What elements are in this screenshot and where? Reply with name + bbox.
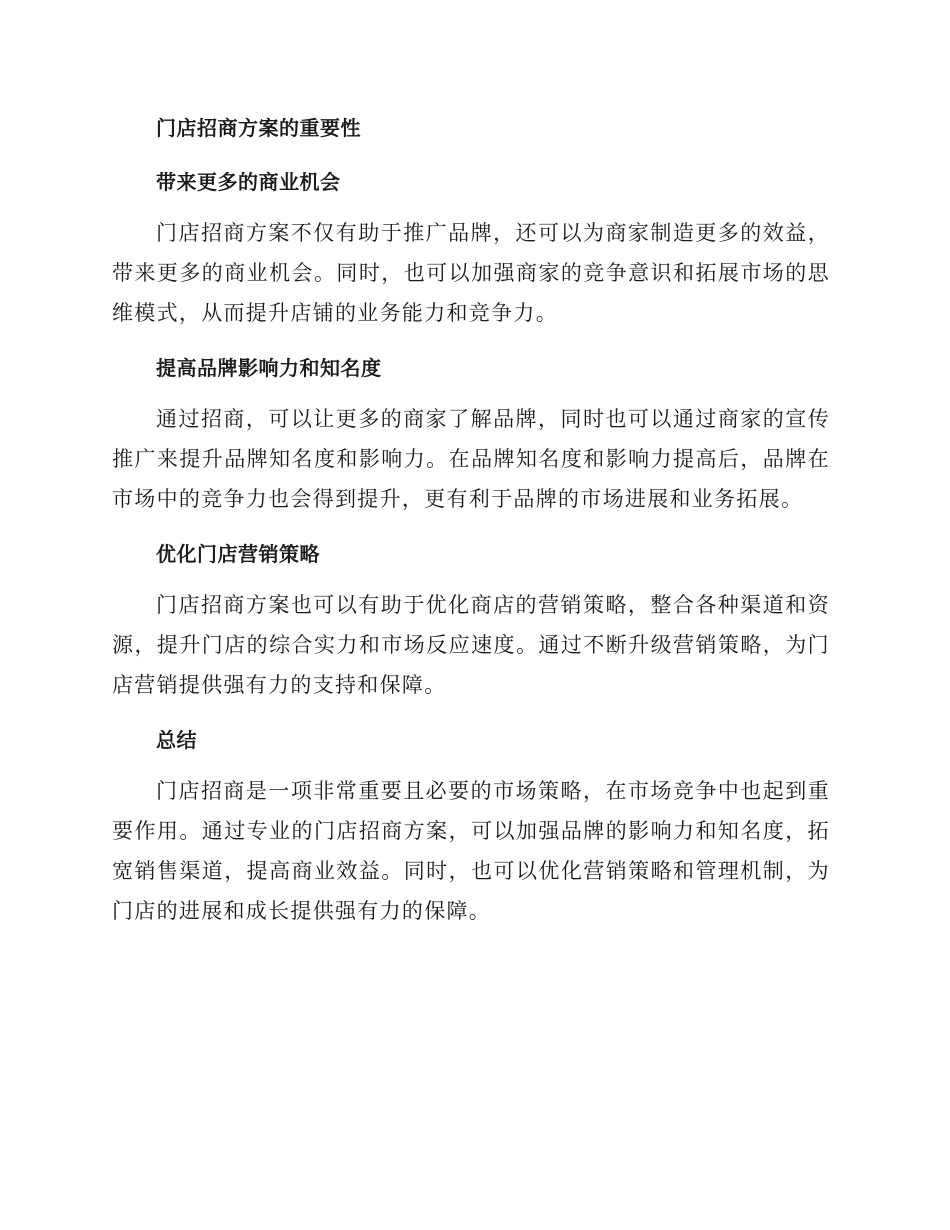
section-heading-brand-influence: 提高品牌影响力和知名度 [156, 356, 382, 380]
section-body-brand-influence: 通过招商，可以让更多的商家了解品牌，同时也可以通过商家的宣传推广来提升品牌知名度和影响力。在品牌知名度和影响力提高后，品牌在市场中的竞争力也会得到提升，更有利于品牌的市场进展和业务拓展。 [112, 407, 830, 511]
section-body-marketing-strategy: 门店招商方案也可以有助于优化商店的营销策略，整合各种渠道和资源，提升门店的综合实力和市场反应速度。通过不断升级营销策略，为门店营销提供强有力的支持和保障。 [112, 593, 830, 697]
section-body-business-opportunities: 门店招商方案不仅有助于推广品牌，还可以为商家制造更多的效益，带来更多的商业机会。同时，也可以加强商家的竞争意识和拓展市场的思维模式，从而提升店铺的业务能力和竞争力。 [112, 221, 830, 325]
document-title: 门店招商方案的重要性 [156, 116, 361, 140]
section-heading-business-opportunities: 带来更多的商业机会 [156, 170, 341, 194]
section-body-summary: 门店招商是一项非常重要且必要的市场策略，在市场竞争中也起到重要作用。通过专业的门店招商方案，可以加强品牌的影响力和知名度，拓宽销售渠道，提高商业效益。同时，也可以优化营销策略和管理机制，为门店的进展和成长提供强有力的保障。 [112, 779, 830, 923]
section-heading-summary: 总结 [156, 728, 197, 752]
section-heading-marketing-strategy: 优化门店营销策略 [156, 542, 320, 566]
document-page [112, 108, 830, 946]
